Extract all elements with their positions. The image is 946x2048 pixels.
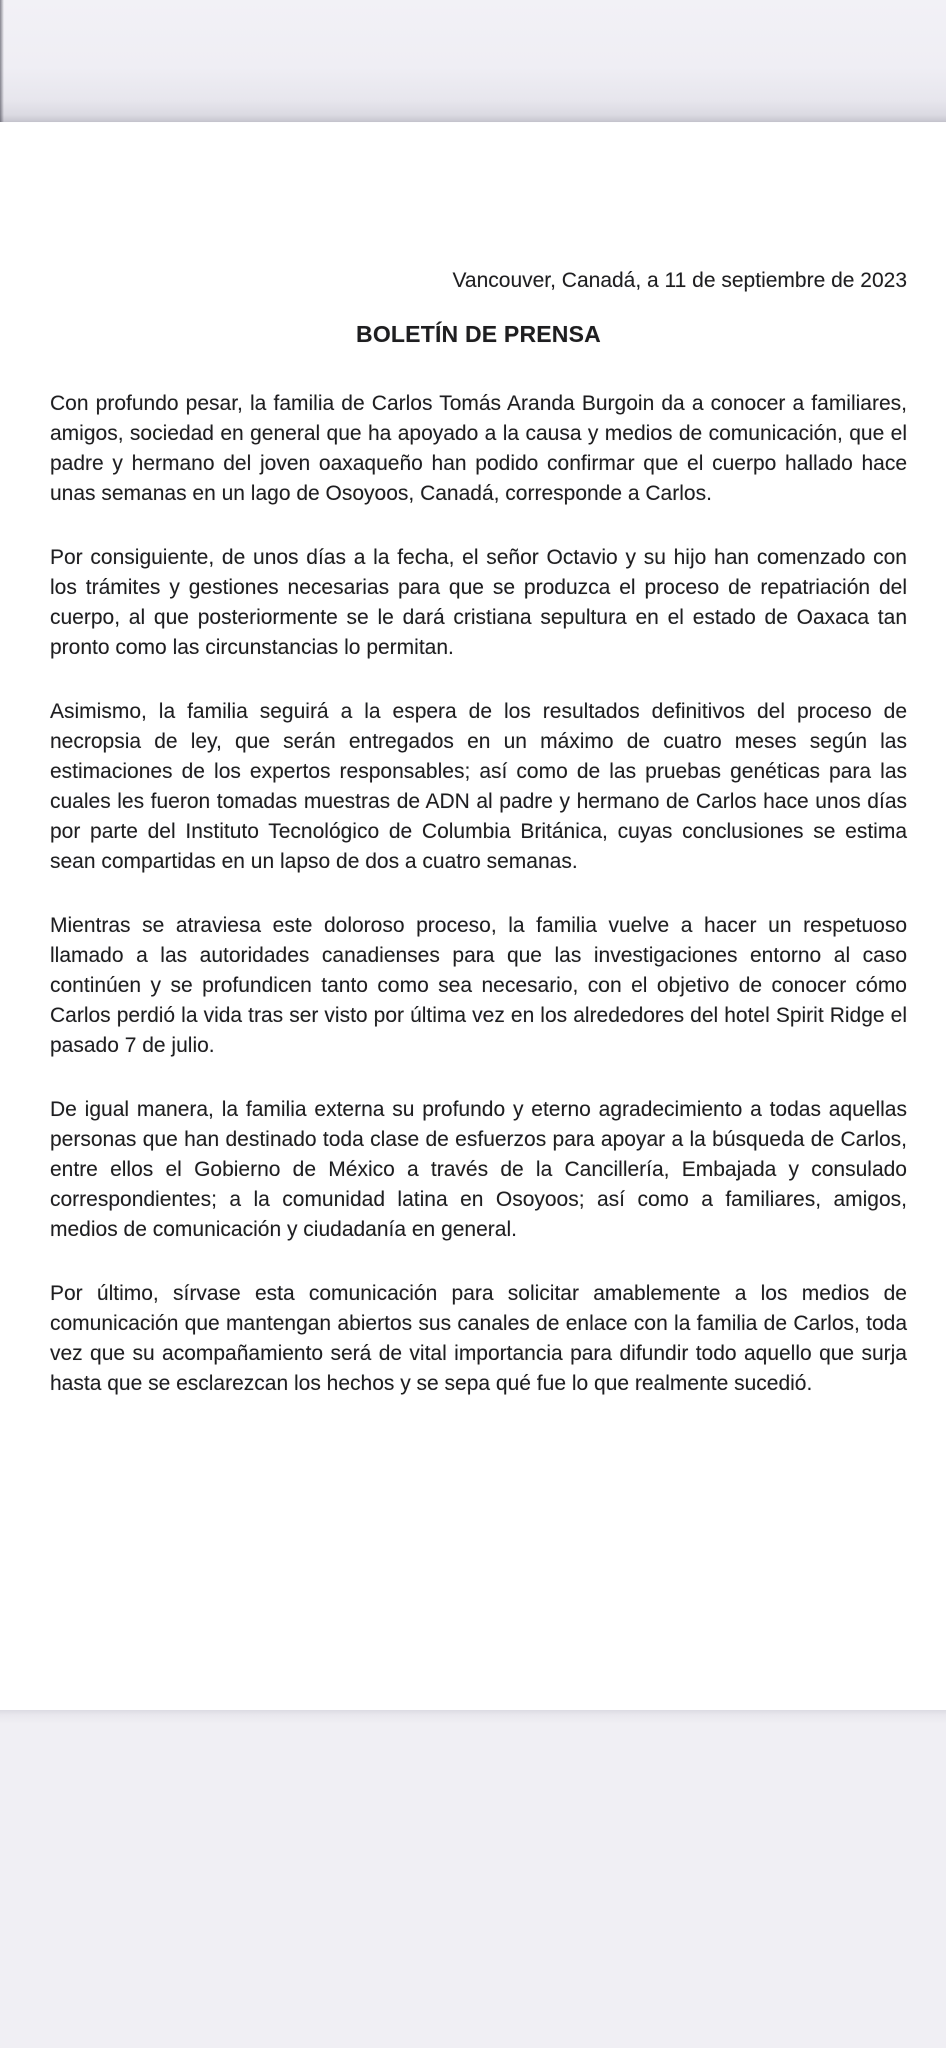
document-body	[50, 389, 907, 1399]
dateline: Vancouver, Canadá, a 11 de septiembre de 2023	[452, 269, 907, 292]
press-release-page	[0, 122, 946, 1710]
paragraph-6: Por último, sírvase esta comunicación para solicitar amablemente a los medios de comunicación que mantengan abiertos sus canales de enlace con la familia de Carlos, toda vez que su acompañamiento será de vital importancia para difundir todo aquello que surja hasta que se esclarezcan los hechos y se sepa qué fue lo que realmente sucedió.	[50, 1282, 907, 1395]
paragraph-5: De igual manera, la familia externa su profundo y eterno agradecimiento a todas aquellas personas que han destinado toda clase de esfuerzos para apoyar a la búsqueda de Carlos, entre ellos el Gobierno de México a través de la Cancillería, Embajada y consulado correspondientes; a la comunidad latina en Osoyoos; así como a familiares, amigos, medios de comunicación y ciudadanía en general.	[50, 1098, 907, 1241]
viewer-background-bottom	[0, 1710, 946, 2048]
paragraph-4: Mientras se atraviesa este doloroso proceso, la familia vuelve a hacer un respetuoso llamado a las autoridades canadienses para que las investigaciones entorno al caso continúen y se profundicen tanto como sea necesario, con el objetivo de conocer cómo Carlos perdió la vida tras ser visto por última vez en los alrededores del hotel Spirit Ridge el pasado 7 de julio.	[50, 914, 907, 1057]
paragraph-1: Con profundo pesar, la familia de Carlos Tomás Aranda Burgoin da a conocer a familiares, amigos, sociedad en general que ha apoyado a la causa y medios de comunicación, que el padre y hermano del joven oaxaqueño han podido confirmar que el cuerpo hallado hace unas semanas en un lago de Osoyoos, Canadá, corresponde a Carlos.	[50, 392, 907, 505]
paragraph-3: Asimismo, la familia seguirá a la espera de los resultados definitivos del proceso de necropsia de ley, que serán entregados en un máximo de cuatro meses según las estimaciones de los expertos responsables; así como de las pruebas genéticas para las cuales les fueron tomadas muestras de ADN al padre y hermano de Carlos hace unos días por parte del Instituto Tecnológico de Columbia Británica, cuyas conclusiones se estima sean compartidas en un lapso de dos a cuatro semanas.	[50, 700, 907, 873]
paragraph-2: Por consiguiente, de unos días a la fecha, el señor Octavio y su hijo han comenzado con los trámites y gestiones necesarias para que se produzca el proceso de repatriación del cuerpo, al que posteriormente se le dará cristiana sepultura en el estado de Oaxaca tan pronto como las circunstancias lo permitan.	[50, 546, 907, 659]
document-title: BOLETÍN DE PRENSA	[356, 321, 601, 347]
viewer-background-top	[0, 0, 946, 122]
